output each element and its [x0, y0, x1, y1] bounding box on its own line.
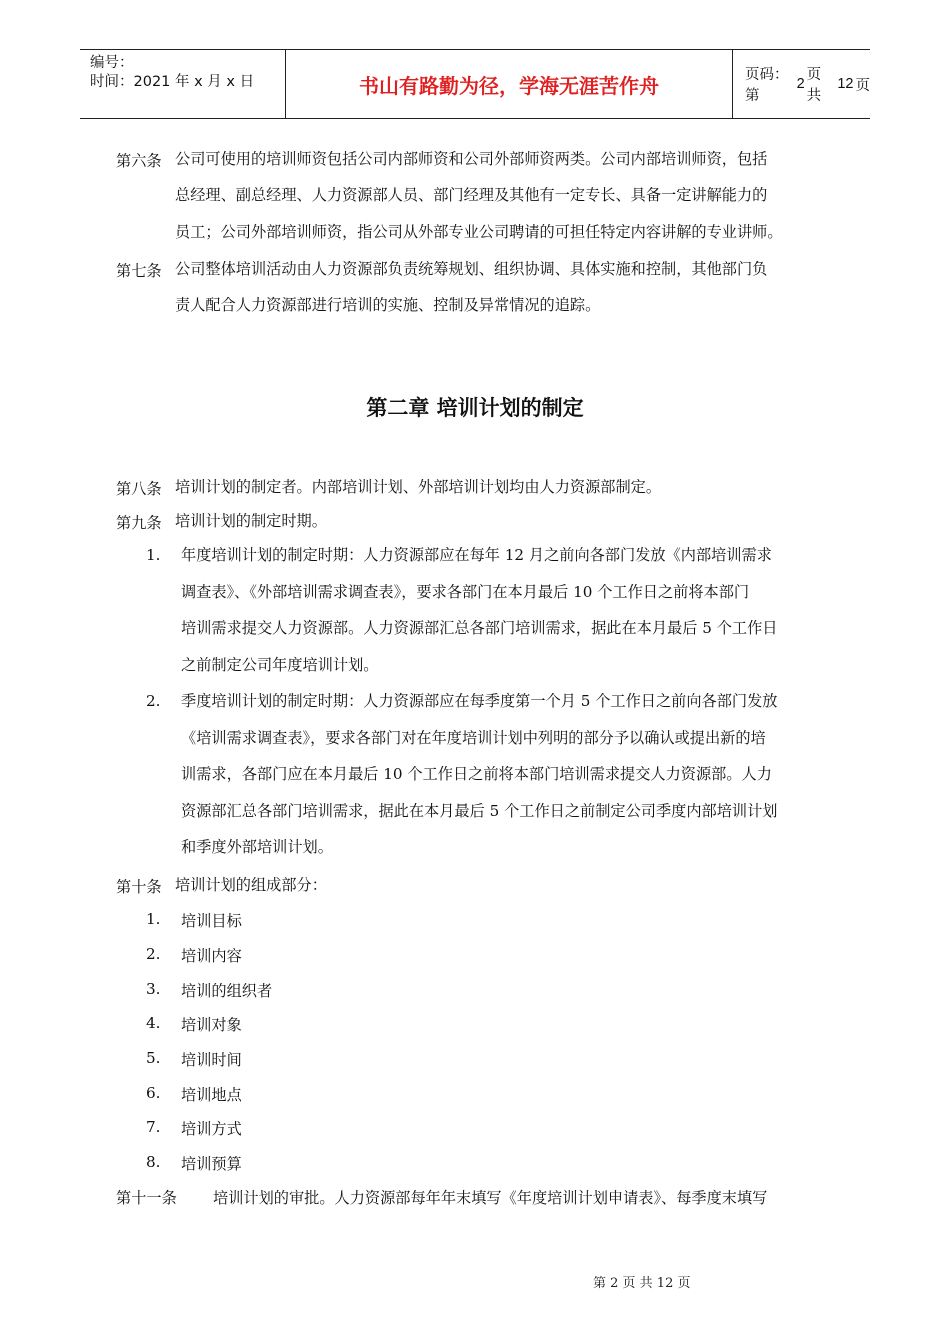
list-item: 培训地点 [181, 1086, 242, 1104]
list-item-line: 之前制定公司年度培训计划。 [181, 656, 379, 674]
article-6-line: 公司可使用的培训师资包括公司内部师资和公司外部师资两类。公司内部培训师资，包括 [175, 150, 768, 168]
header-page-suffix: 页 [855, 77, 870, 94]
header-page-current: 2 [796, 76, 805, 92]
page-footer: 第 2 页 共 12 页 [593, 1276, 691, 1291]
article-7-label: 第七条 [116, 262, 162, 280]
article-7-line: 公司整体培训活动由人力资源部负责统筹规划、组织协调、具体实施和控制，其他部门负 [175, 260, 768, 278]
article-11-text: 培训计划的审批。人力资源部每年年末填写《年度培训计划申请表》、每季度末填写 [213, 1189, 768, 1207]
list-item-line: 资源部汇总各部门培训需求，据此在本月最后 5 个工作日之前制定公司季度内部培训计划 [181, 802, 778, 820]
list-item: 培训预算 [181, 1155, 242, 1173]
header-motto: 书山有路勤为径，学海无涯苦作舟 [285, 50, 733, 118]
list-item-number: 6. [146, 1084, 161, 1102]
list-item-number: 8. [146, 1153, 161, 1171]
list-item-number: 1. [146, 910, 161, 928]
article-8-label: 第八条 [116, 480, 162, 498]
header-number-label: 编号： [90, 55, 134, 71]
article-6-line: 总经理、副总经理、人力资源部人员、部门经理及其他有一定专长、具备一定讲解能力的 [175, 186, 768, 204]
list-item-line: 季度培训计划的制定时期：人力资源部应在每季度第一个月 5 个工作日之前向各部门发放 [181, 692, 778, 710]
chapter-title: 第二章 培训计划的制定 [366, 396, 584, 420]
article-9-text: 培训计划的制定时期。 [175, 512, 327, 530]
list-item: 培训方式 [181, 1120, 242, 1138]
article-6-line: 员工；公司外部培训师资，指公司从外部专业公司聘请的可担任特定内容讲解的专业讲师。 [175, 223, 783, 241]
article-10-label: 第十条 [116, 878, 162, 896]
list-item-line: 《培训需求调查表》，要求各部门对在年度培训计划中列明的部分予以确认或提出新的培 [181, 729, 766, 747]
header-page-total: 12 [837, 76, 854, 92]
list-item-number: 5. [146, 1049, 161, 1067]
list-item-number: 4. [146, 1014, 161, 1032]
list-item: 培训内容 [181, 947, 242, 965]
list-item-line: 调查表》、《外部培训需求调查表》，要求各部门在本月最后 10 个工作日之前将本部门 [181, 583, 750, 601]
list-item: 培训时间 [181, 1051, 242, 1069]
header-page-info [733, 50, 870, 118]
list-item-number: 2. [146, 945, 161, 963]
header-time-label: 时间：2021 年 x 月 x 日 [90, 74, 255, 90]
header-page-mid: 页 共 [806, 67, 822, 104]
list-item: 培训目标 [181, 912, 242, 930]
article-11-label: 第十一条 [116, 1189, 177, 1207]
article-7-line: 责人配合人力资源部进行培训的实施、控制及异常情况的追踪。 [175, 296, 601, 314]
list-item-number: 3. [146, 980, 161, 998]
list-item-line: 培训需求提交人力资源部。人力资源部汇总各部门培训需求，据此在本月最后 5 个工作日 [181, 619, 778, 637]
list-item-line: 和季度外部培训计划。 [181, 838, 333, 856]
list-item-line: 年度培训计划的制定时期：人力资源部应在每年 12 月之前向各部门发放《内部培训需求 [181, 546, 772, 564]
document-header [80, 49, 870, 119]
list-item: 培训的组织者 [181, 982, 273, 1000]
header-page-prefix: 页码：第 [745, 67, 789, 104]
article-10-text: 培训计划的组成部分： [175, 876, 327, 894]
list-item-number: 7. [146, 1118, 161, 1136]
list-item-number: 1. [146, 546, 161, 564]
header-meta [80, 50, 285, 118]
article-9-label: 第九条 [116, 514, 162, 532]
article-6-label: 第六条 [116, 152, 162, 170]
list-item-line: 训需求，各部门应在本月最后 10 个工作日之前将本部门培训需求提交人力资源部。人力 [181, 765, 772, 783]
list-item-number: 2. [146, 692, 161, 710]
article-8-text: 培训计划的制定者。内部培训计划、外部培训计划均由人力资源部制定。 [175, 478, 661, 496]
list-item: 培训对象 [181, 1016, 242, 1034]
